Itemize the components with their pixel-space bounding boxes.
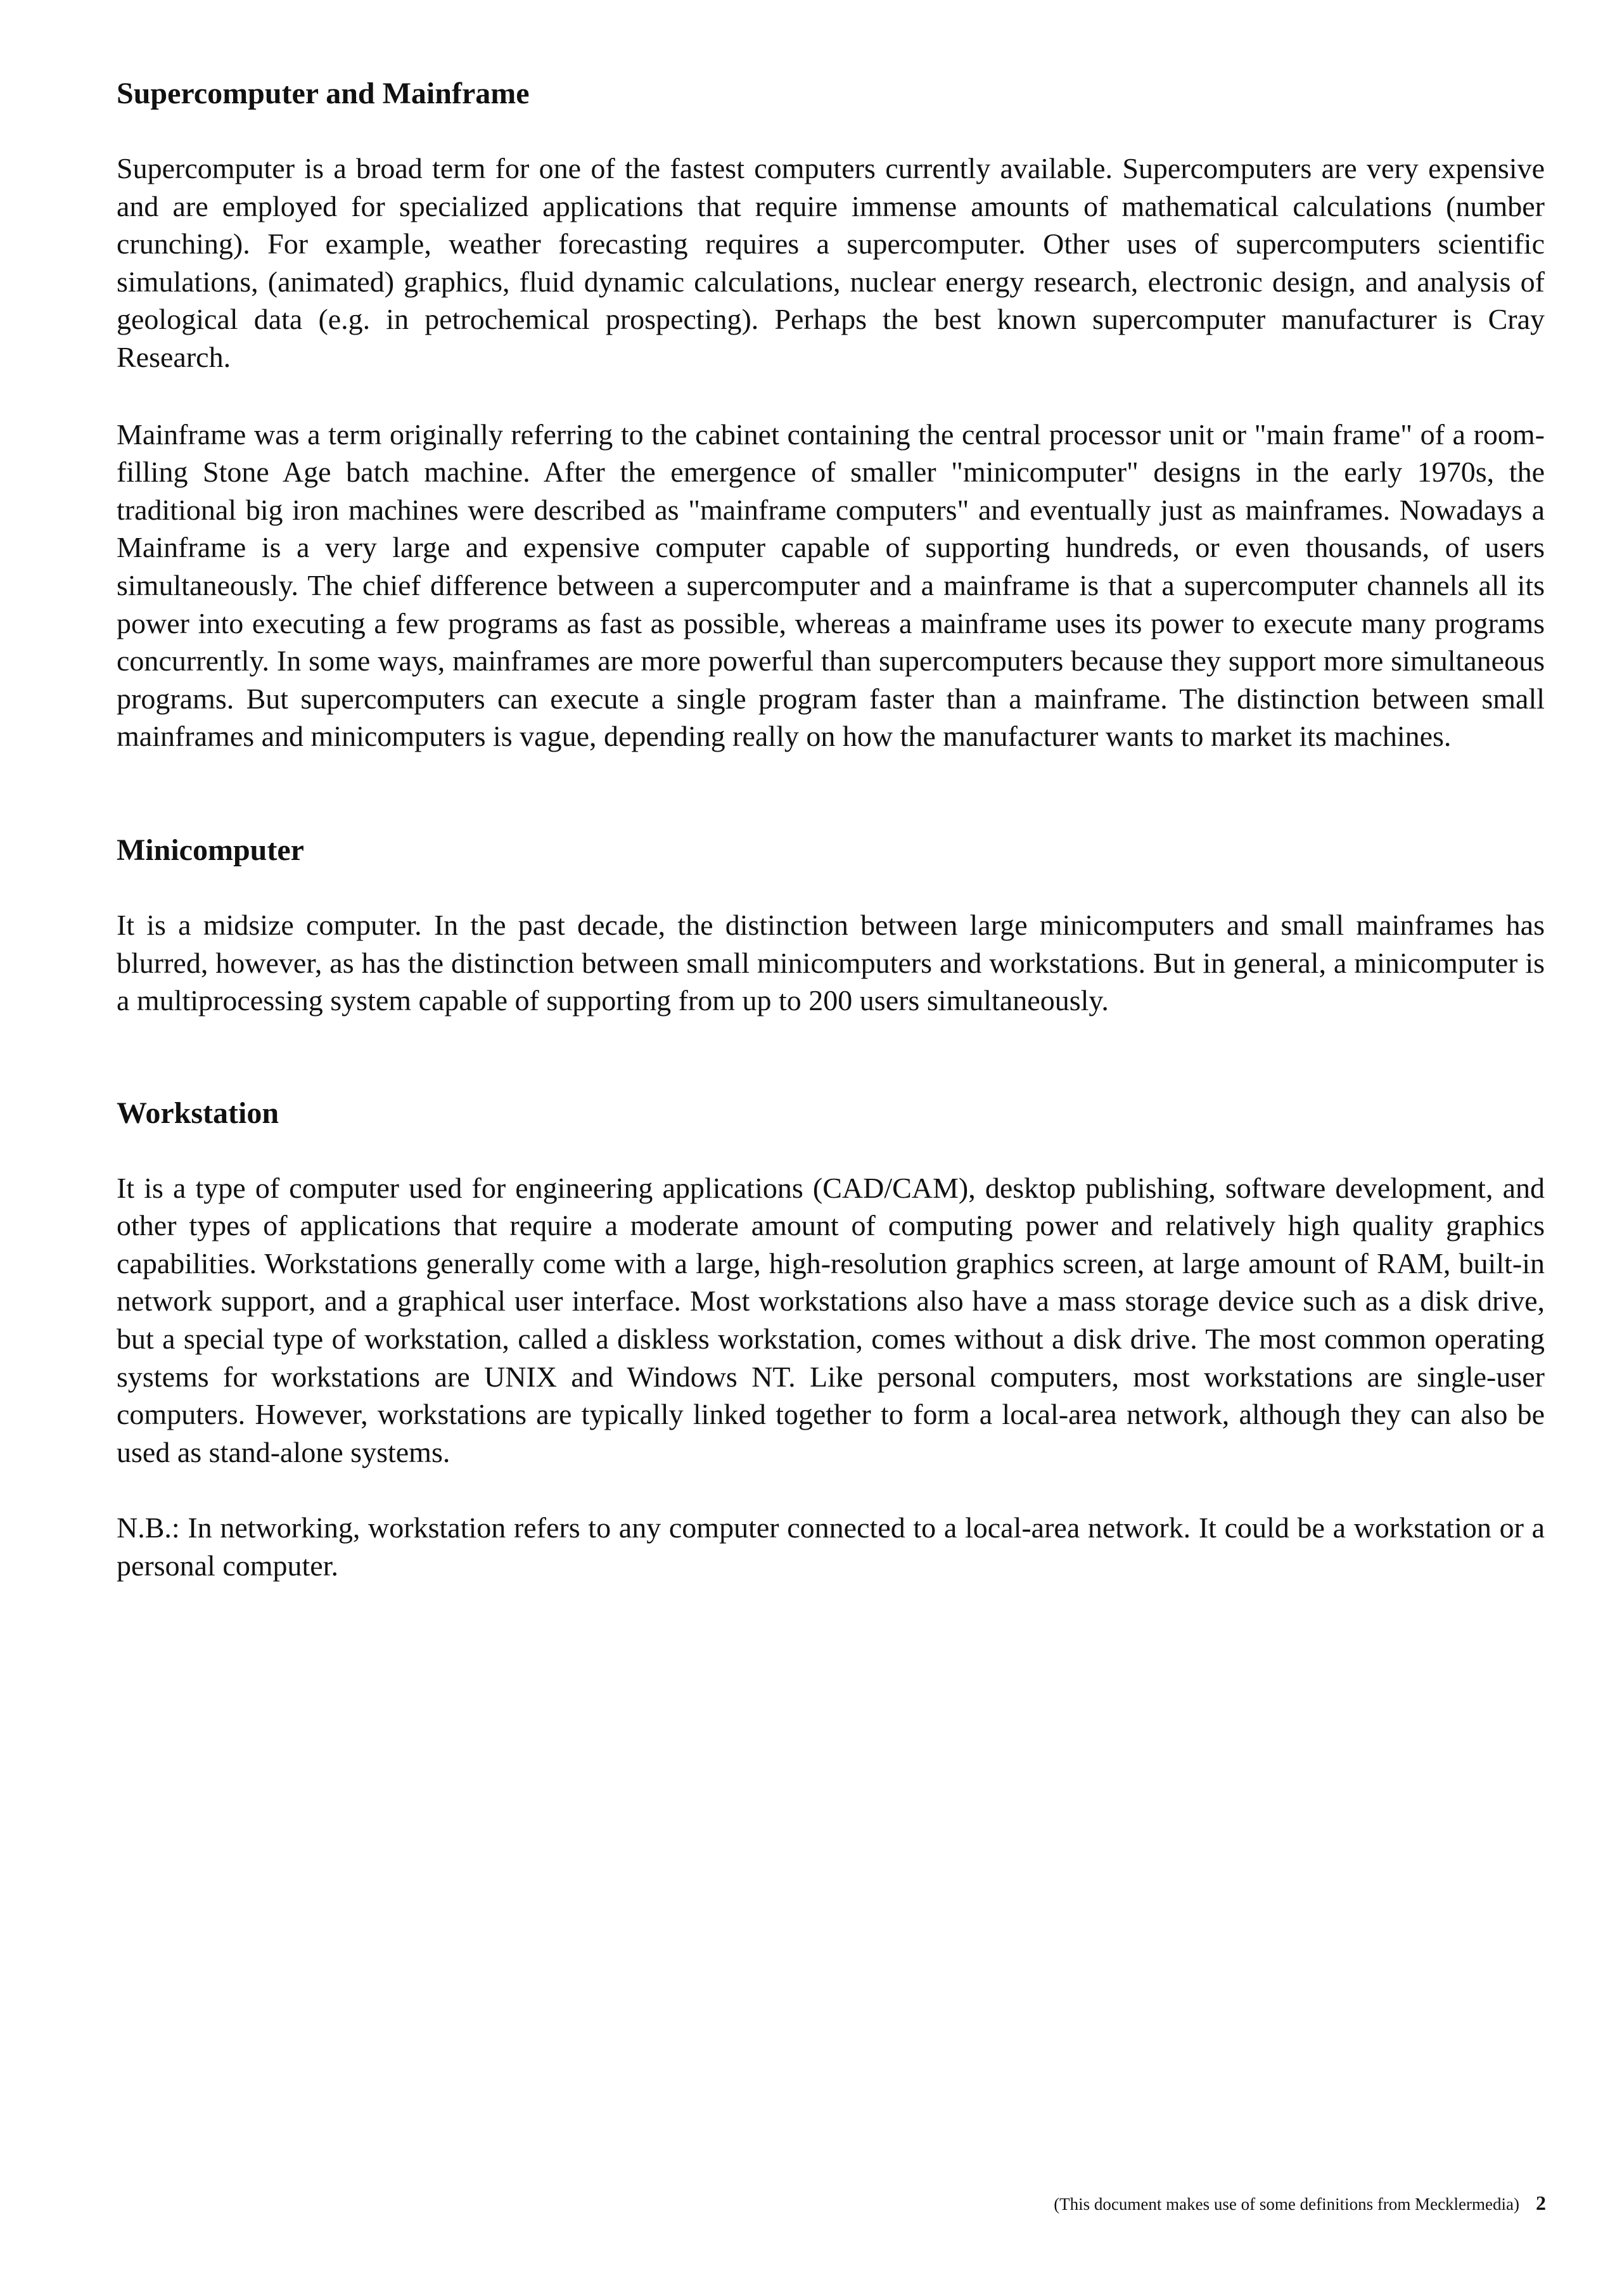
paragraph-mainframe: Mainframe was a term originally referring to the cabinet containing the central processor unit or "main frame" of a room-filling Stone Age batch machine. After the emergence of smaller "minicomputer" designs in the early 1970s, the traditional big iron machines were described as "mainframe computers" and eventually just as mainframes. Nowadays a Mainframe is a very large and expensive computer capable of supporting hundreds, or even thousands, of users simultaneously. The chief difference between a supercomputer and a mainframe is that a supercomputer channels all its power into executing a few programs as fast as possible, whereas a mainframe uses its power to execute many programs concurrently. In some ways, mainframes are more powerful than supercomputers because they support more simultaneous programs. But supercomputers can execute a single program faster than a mainframe. The distinction between small mainframes and minicomputers is vague, depending really on how the manufacturer wants to market its machines. — [117, 418, 1545, 753]
footer-source-note: (This document makes use of some definitions from Mecklermedia) — [1054, 2195, 1519, 2214]
section-heading-minicomputer: Minicomputer — [117, 833, 304, 867]
document-page — [117, 75, 1545, 1585]
paragraph-supercomputer: Supercomputer is a broad term for one of the fastest computers currently available. Supercomputers are very expensive and are employed for specialized applications that require immense amounts of mathematical calculations (number crunching). For example, weather forecasting requires a supercomputer. Other uses of supercomputers scientific simulations, (animated) graphics, fluid dynamic calculations, nuclear energy research, electronic design, and analysis of geological data (e.g. in petrochemical prospecting). Perhaps the best known supercomputer manufacturer is Cray Research. — [117, 152, 1545, 373]
page-number: 2 — [1536, 2191, 1546, 2214]
paragraph-nb-note: N.B.: In networking, workstation refers to any computer connected to a local-area network. It could be a workstation or a personal computer. — [117, 1511, 1545, 1582]
paragraph-workstation: It is a type of computer used for engineering applications (CAD/CAM), desktop publishing, software development, and other types of applications that require a moderate amount of computing power and relatively high quality graphics capabilities. Workstations generally come with a large, high-resolution graphics screen, at large amount of RAM, built-in network support, and a graphical user interface. Most workstations also have a mass storage device such as a disk drive, but a special type of workstation, called a diskless workstation, comes without a disk drive. The most common operating systems for workstations are UNIX and Windows NT. Like personal computers, most workstations are single-user computers. However, workstations are typically linked together to form a local-area network, although they can also be used as stand-alone systems. — [117, 1171, 1545, 1468]
section-heading-workstation: Workstation — [117, 1096, 279, 1130]
page-footer — [1054, 2191, 1546, 2216]
section-heading-supercomputer-mainframe: Supercomputer and Mainframe — [117, 77, 530, 110]
paragraph-minicomputer: It is a midsize computer. In the past decade, the distinction between large minicomputers and small mainframes has blurred, however, as has the distinction between small minicomputers and workstations. But in general, a minicomputer is a multiprocessing system capable of supporting from up to 200 users simultaneously. — [117, 908, 1545, 1017]
